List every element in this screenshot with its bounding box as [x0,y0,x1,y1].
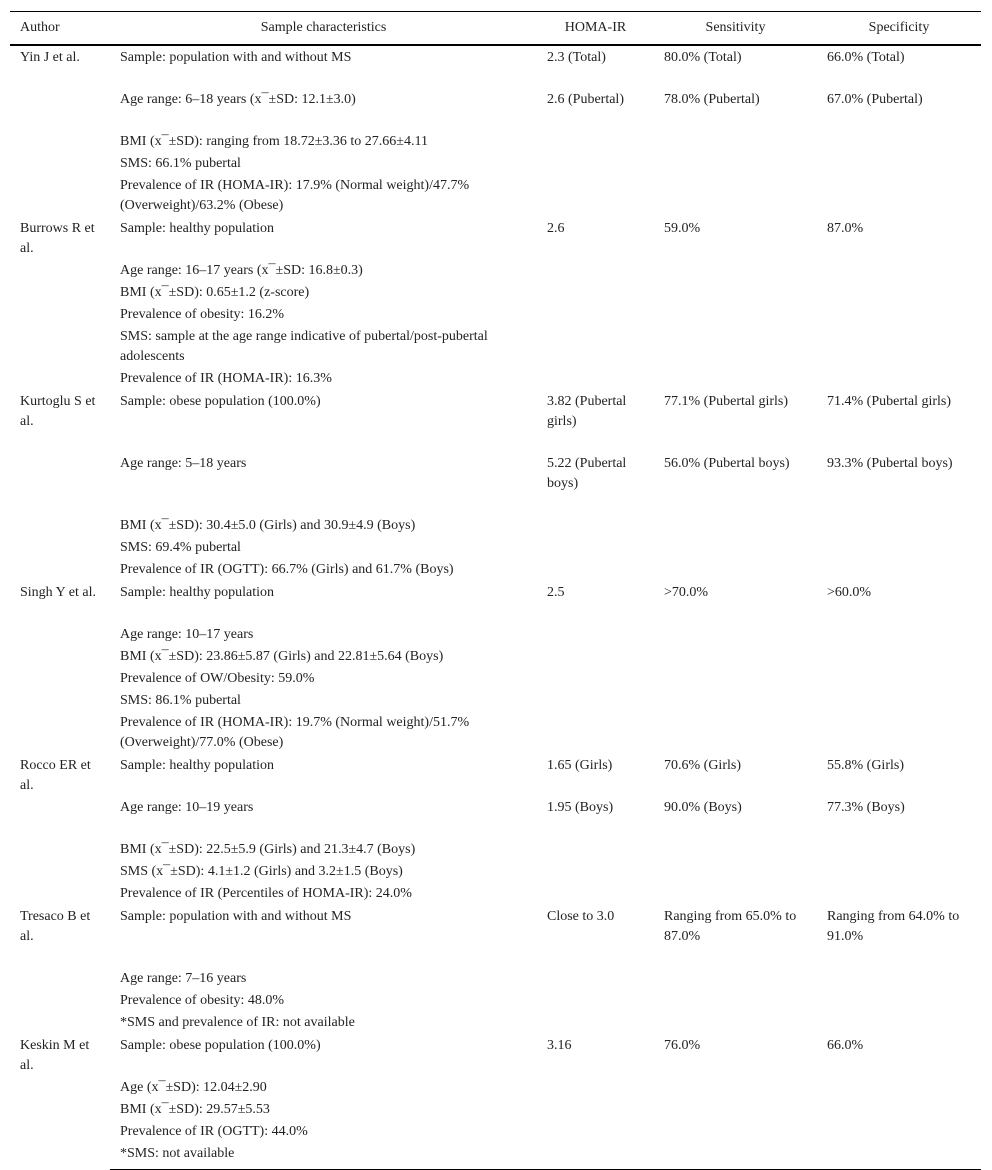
specificity-cell: Ranging from 64.0% to 91.0% [827,909,960,944]
sensitivity-cell [654,839,817,861]
specificity-cell [817,515,981,537]
homa-ir-cell [537,282,654,304]
specificity-cell [817,260,981,282]
sample-cell: SMS: 69.4% pubertal [120,540,241,555]
specificity-cell [817,153,981,175]
homa-ir-cell [537,1077,654,1099]
homa-ir-cell [537,1099,654,1121]
specificity-cell [817,690,981,712]
header-row [10,12,981,46]
specificity-cell [817,131,981,153]
homa-ir-cell [537,690,654,712]
sensitivity-cell [654,1077,817,1099]
homa-ir-cell [537,839,654,861]
specificity-cell [817,861,981,883]
sensitivity-cell [654,690,817,712]
sensitivity-cell [654,260,817,282]
specificity-cell: 67.0% (Pubertal) [827,92,923,107]
sample-cell: BMI (x¯±SD): 29.57±5.53 [120,1102,270,1117]
specificity-cell [817,624,981,646]
specificity-cell [817,990,981,1012]
specificity-cell [817,1143,981,1170]
sensitivity-cell [654,282,817,304]
table-row [10,326,981,368]
specificity-cell [817,304,981,326]
sensitivity-cell [654,861,817,883]
sample-cell: Age range: 6–18 years (x¯±SD: 12.1±3.0) [120,92,356,107]
sample-cell: Age range: 7–16 years [120,971,247,986]
homa-ir-cell: 2.3 (Total) [547,50,606,65]
header-homa: HOMA-IR [537,12,654,46]
specificity-cell [817,1121,981,1143]
sample-cell: SMS: 66.1% pubertal [120,156,241,171]
homa-ir-cell [537,883,654,905]
sample-cell: Prevalence of IR (Percentiles of HOMA-IR): 24.0% [120,886,412,901]
homa-ir-table [10,11,981,1170]
table-row [10,646,981,668]
homa-ir-cell [537,260,654,282]
sensitivity-cell: 59.0% [664,221,701,236]
sample-cell: BMI (x¯±SD): 30.4±5.0 (Girls) and 30.9±4.9 (Boys) [120,518,416,533]
table-row [10,861,981,883]
homa-ir-cell: 1.95 (Boys) [547,800,614,815]
specificity-cell [817,559,981,581]
sensitivity-cell [654,712,817,754]
author-cell: Rocco ER et al. [20,758,91,793]
sample-cell: Sample: healthy population [120,221,274,236]
homa-ir-cell [537,1012,654,1034]
sensitivity-cell: 80.0% (Total) [664,50,742,65]
specificity-cell [817,537,981,559]
sensitivity-cell: 77.1% (Pubertal girls) [664,394,789,409]
sensitivity-cell [654,537,817,559]
specificity-cell [817,668,981,690]
author-cell: Keskin M et al. [20,1038,90,1073]
sample-cell: Sample: healthy population [120,585,274,600]
table-row [10,1143,981,1170]
sample-cell: SMS (x¯±SD): 4.1±1.2 (Girls) and 3.2±1.5 (Boys) [120,864,403,879]
homa-ir-cell [537,1143,654,1170]
header-sensitivity: Sensitivity [654,12,817,46]
table-row [10,153,981,175]
sensitivity-cell [654,559,817,581]
homa-ir-cell: Close to 3.0 [547,909,615,924]
table-row [10,797,981,839]
data-table-container [10,11,981,1170]
sample-cell: Prevalence of IR (OGTT): 66.7% (Girls) and 61.7% (Boys) [120,562,454,577]
sensitivity-cell: Ranging from 65.0% to 87.0% [664,909,797,944]
sample-cell: *SMS: not available [110,1143,537,1170]
sample-cell: Prevalence of IR (HOMA-IR): 19.7% (Normal weight)/51.7% (Overweight)/77.0% (Obese) [120,715,470,750]
sensitivity-cell [654,1143,817,1170]
sample-cell: Sample: population with and without MS [120,909,352,924]
sample-cell: BMI (x¯±SD): 22.5±5.9 (Girls) and 21.3±4.7 (Boys) [120,842,416,857]
sample-cell: Prevalence of obesity: 16.2% [120,307,285,322]
sensitivity-cell [654,1121,817,1143]
specificity-cell: >60.0% [827,585,872,600]
sensitivity-cell [654,515,817,537]
homa-ir-cell [537,368,654,390]
sensitivity-cell [654,968,817,990]
sensitivity-cell: 78.0% (Pubertal) [664,92,760,107]
sensitivity-cell [654,1099,817,1121]
author-cell: Yin J et al. [20,50,80,65]
specificity-cell [817,1099,981,1121]
specificity-cell [817,368,981,390]
sample-cell: Prevalence of IR (OGTT): 44.0% [120,1124,308,1139]
author-cell: Burrows R et al. [20,221,95,256]
homa-ir-cell [537,515,654,537]
table-row [10,839,981,861]
sensitivity-cell [654,153,817,175]
specificity-cell [817,883,981,905]
sample-cell: Sample: healthy population [120,758,274,773]
specificity-cell: 66.0% (Total) [827,50,905,65]
specificity-cell: 77.3% (Boys) [827,800,905,815]
table-row [10,217,981,260]
sample-cell: SMS: 86.1% pubertal [120,693,241,708]
homa-ir-cell [537,646,654,668]
sample-cell: Age range: 16–17 years (x¯±SD: 16.8±0.3) [120,263,363,278]
table-row [10,883,981,905]
homa-ir-cell [537,1121,654,1143]
table-row [10,368,981,390]
table-row [10,304,981,326]
table-row [10,712,981,754]
specificity-cell [817,968,981,990]
sample-cell: Age (x¯±SD): 12.04±2.90 [120,1080,267,1095]
sample-cell: SMS: sample at the age range indicative of pubertal/post-pubertal adolescents [120,329,488,364]
specificity-cell [817,646,981,668]
table-row [10,990,981,1012]
table-row [10,131,981,153]
table-row [10,559,981,581]
sample-cell: BMI (x¯±SD): 0.65±1.2 (z-score) [120,285,310,300]
table-row [10,690,981,712]
table-row [10,282,981,304]
sample-cell: Prevalence of IR (HOMA-IR): 16.3% [120,371,332,386]
sensitivity-cell [654,1012,817,1034]
homa-ir-cell [537,326,654,368]
table-row [10,453,981,515]
sensitivity-cell [654,368,817,390]
specificity-cell [817,839,981,861]
table-row [10,905,981,968]
sensitivity-cell [654,646,817,668]
homa-ir-cell: 2.6 [547,221,565,236]
homa-ir-cell [537,537,654,559]
sensitivity-cell [654,990,817,1012]
specificity-cell [817,282,981,304]
sample-cell: BMI (x¯±SD): 23.86±5.87 (Girls) and 22.81±5.64 (Boys) [120,649,444,664]
sample-cell: Sample: population with and without MS [120,50,352,65]
sample-cell: BMI (x¯±SD): ranging from 18.72±3.36 to 27.66±4.11 [120,134,428,149]
specificity-cell: 55.8% (Girls) [827,758,904,773]
sample-cell: Prevalence of obesity: 48.0% [120,993,285,1008]
specificity-cell: 66.0% [827,1038,864,1053]
homa-ir-cell [537,153,654,175]
sample-cell: Age range: 10–19 years [120,800,254,815]
homa-ir-cell: 1.65 (Girls) [547,758,613,773]
specificity-cell [817,326,981,368]
table-body [10,45,981,1170]
sensitivity-cell [654,175,817,217]
sample-cell: Age range: 10–17 years [120,627,254,642]
sample-cell: Prevalence of IR (HOMA-IR): 17.9% (Normal weight)/47.7% (Overweight)/63.2% (Obese) [120,178,470,213]
table-row [10,968,981,990]
homa-ir-cell [537,668,654,690]
homa-ir-cell: 3.82 (Pubertal girls) [547,394,627,429]
header-sample: Sample characteristics [110,12,537,46]
homa-ir-cell [537,990,654,1012]
sensitivity-cell [654,326,817,368]
table-row [10,175,981,217]
homa-ir-cell [537,304,654,326]
sensitivity-cell: 56.0% (Pubertal boys) [664,456,790,471]
table-row [10,624,981,646]
table-row [10,581,981,624]
homa-ir-cell [537,175,654,217]
table-row [10,89,981,131]
specificity-cell [817,712,981,754]
table-row [10,390,981,453]
sensitivity-cell [654,131,817,153]
author-cell: Tresaco B et al. [20,909,91,944]
header-author: Author [10,12,110,46]
sample-cell: Age range: 5–18 years [120,456,247,471]
sample-cell: *SMS and prevalence of IR: not available [120,1015,355,1030]
homa-ir-cell: 5.22 (Pubertal boys) [547,456,627,491]
sensitivity-cell: >70.0% [664,585,709,600]
specificity-cell: 93.3% (Pubertal boys) [827,456,953,471]
homa-ir-cell [537,861,654,883]
sensitivity-cell [654,624,817,646]
sensitivity-cell [654,883,817,905]
table-row [10,668,981,690]
homa-ir-cell: 3.16 [547,1038,572,1053]
specificity-cell [817,1077,981,1099]
specificity-cell: 71.4% (Pubertal girls) [827,394,952,409]
homa-ir-cell [537,559,654,581]
specificity-cell: 87.0% [827,221,864,236]
author-cell: Singh Y et al. [20,585,96,600]
sample-cell: Sample: obese population (100.0%) [120,394,321,409]
homa-ir-cell [537,712,654,754]
table-row [10,1034,981,1077]
header-specificity: Specificity [817,12,981,46]
homa-ir-cell [537,624,654,646]
homa-ir-cell: 2.6 (Pubertal) [547,92,624,107]
table-row [10,1077,981,1099]
sample-cell: Prevalence of OW/Obesity: 59.0% [120,671,315,686]
sensitivity-cell: 70.6% (Girls) [664,758,741,773]
table-row [10,1099,981,1121]
specificity-cell [817,175,981,217]
sensitivity-cell: 76.0% [664,1038,701,1053]
homa-ir-cell [537,968,654,990]
table-row [10,537,981,559]
specificity-cell [817,1012,981,1034]
table-row [10,45,981,89]
sensitivity-cell: 90.0% (Boys) [664,800,742,815]
table-row [10,754,981,797]
table-row [10,1121,981,1143]
table-row [10,260,981,282]
homa-ir-cell [537,131,654,153]
sensitivity-cell [654,304,817,326]
homa-ir-cell: 2.5 [547,585,565,600]
sensitivity-cell [654,668,817,690]
table-row [10,515,981,537]
sample-cell: Sample: obese population (100.0%) [120,1038,321,1053]
table-row [10,1012,981,1034]
author-cell: Kurtoglu S et al. [20,394,96,429]
